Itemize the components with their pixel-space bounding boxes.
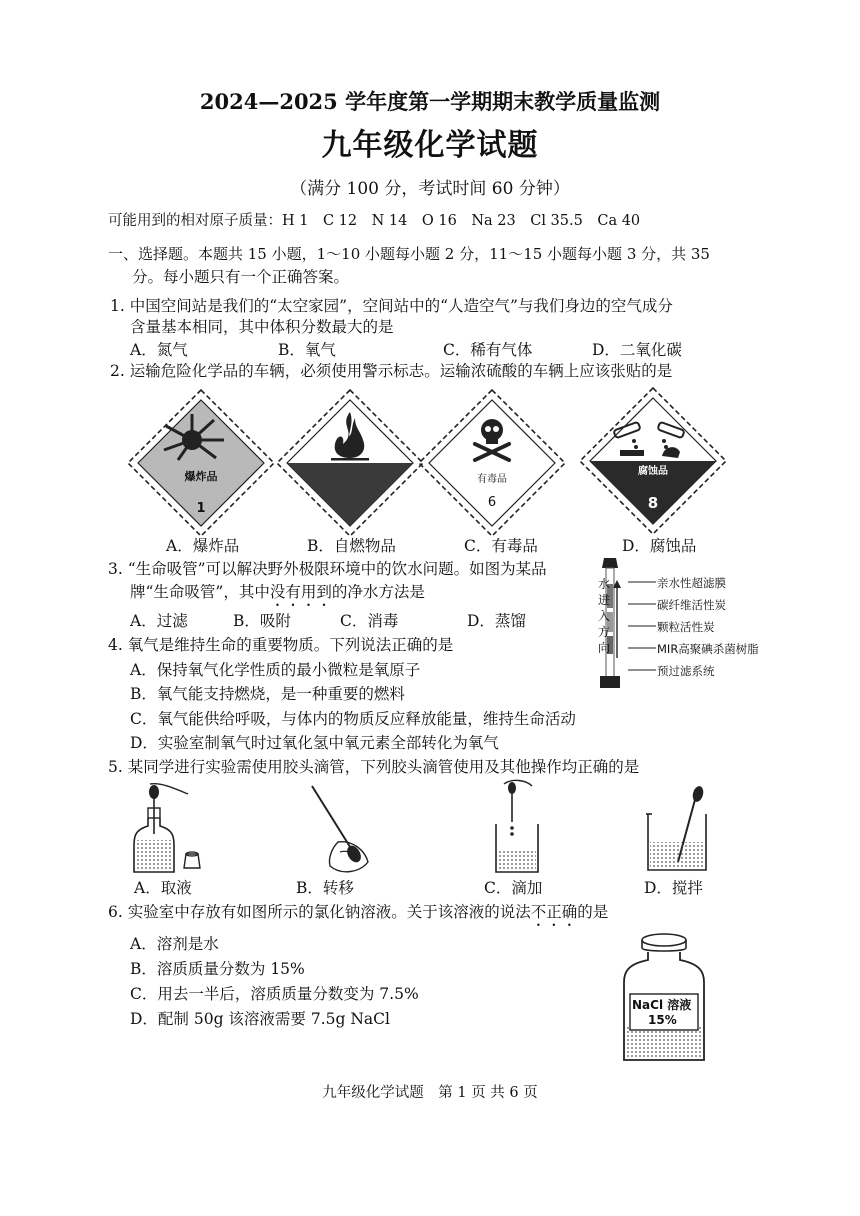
q5-caption-a: A．取液 — [134, 879, 192, 897]
bottle-label-concentration: 15% — [648, 1013, 677, 1027]
q3-option-a: A．过滤 — [130, 612, 188, 630]
q2-caption-c: C．有毒品 — [464, 537, 538, 555]
q5-caption-c: C．滴加 — [484, 879, 543, 897]
q5-caption-b: B．转移 — [296, 879, 354, 897]
flammable-sign-icon — [275, 388, 425, 538]
svg-text:腐蚀品: 腐蚀品 — [638, 466, 668, 477]
q6-stem: 6. 实验室中存放有如图所示的氯化钠溶液。关于该溶液的说法不正确的是 — [108, 903, 609, 921]
svg-text:6: 6 — [487, 495, 497, 510]
q4-stem: 4. 氧气是维持生命的重要物质。下列说法正确的是 — [108, 636, 454, 654]
q3-direction-label: 水 进 入 方 向 — [598, 577, 611, 655]
svg-text:有毒品: 有毒品 — [477, 474, 507, 485]
q4-option-b: B．氧气能支持燃烧，是一种重要的燃料 — [130, 685, 405, 703]
q1-stem-line2: 含量基本相同，其中体积分数最大的是 — [130, 318, 394, 336]
q3-layer-2: 碳纤维活性炭 — [657, 598, 726, 612]
q5-caption-d: D．搅拌 — [644, 879, 703, 897]
q1-option-b: B．氧气 — [278, 341, 336, 359]
q3-stem-line2: 牌“生命吸管”，其中没有用到的净水方法是 — [130, 583, 425, 601]
bottle-label-name: NaCl 溶液 — [632, 998, 692, 1012]
q3-layer-1: 亲水性超滤膜 — [657, 576, 726, 590]
explosive-sign-icon — [126, 388, 276, 538]
q3-option-b: B．吸附 — [233, 612, 291, 630]
page-footer: 九年级化学试题 第 1 页 共 6 页 — [322, 1085, 538, 1101]
beaker-stirring-icon — [644, 784, 724, 876]
exam-info: （满分 100 分，考试时间 60 分钟） — [290, 179, 570, 199]
q2-caption-d: D．腐蚀品 — [622, 537, 697, 555]
q3-option-d: D．蒸馏 — [467, 612, 526, 630]
q1-option-a: A．氮气 — [130, 341, 188, 359]
corrosive-sign-icon — [578, 386, 728, 536]
q3-emphasis: 没有用到 — [269, 583, 332, 601]
toxic-sign-icon — [417, 388, 567, 538]
atomic-masses: 可能用到的相对原子质量：H 1 C 12 N 14 O 16 Na 23 Cl 35.5 Ca 40 — [108, 213, 641, 229]
q5-stem: 5. 某同学进行实验需使用胶头滴管，下列胶头滴管使用及其他操作均正确的是 — [108, 758, 640, 776]
section-intro-line1: 一、选择题。本题共 15 小题，1～10 小题每小题 2 分，11～15 小题每小题 3 分，共 35 — [108, 245, 710, 263]
q1-option-d: D．二氧化碳 — [592, 341, 682, 359]
q3-stem-line1: 3. “生命吸管”可以解决野外极限环境中的饮水问题。如图为某品 — [108, 560, 547, 578]
arrow-up-icon — [612, 580, 622, 660]
q1-stem-line1: 1. 中国空间站是我们的“太空家园”，空间站中的“人造空气”与我们身边的空气成分 — [110, 297, 673, 315]
q4-option-c: C．氧气能供给呼吸，与体内的物质反应释放能量，维持生命活动 — [130, 710, 576, 728]
svg-text:1: 1 — [196, 501, 206, 516]
q2-caption-a: A．爆炸品 — [166, 537, 240, 555]
q3-layer-4: MIR高聚碘杀菌树脂 — [657, 642, 759, 656]
dropper-transfer-icon — [290, 782, 380, 878]
q4-option-a: A．保持氧气化学性质的最小微粒是氧原子 — [130, 661, 421, 679]
q6-option-b: B．溶质质量分数为 15% — [130, 960, 305, 978]
svg-text:爆炸品: 爆炸品 — [184, 470, 218, 483]
q6-option-c: C．用去一半后，溶质质量分数变为 7.5% — [130, 985, 419, 1003]
q3-layer-3: 颗粒活性炭 — [657, 620, 715, 634]
q2-stem: 2. 运输危险化学品的车辆，必须使用警示标志。运输浓硫酸的车辆上应该张贴的是 — [110, 362, 673, 380]
q3-option-c: C．消毒 — [340, 612, 399, 630]
subject-title: 九年级化学试题 — [321, 128, 539, 163]
svg-text:8: 8 — [647, 494, 659, 512]
q6-option-d: D．配制 50g 该溶液需要 7.5g NaCl — [130, 1010, 390, 1028]
q6-emphasis: 不正确 — [530, 903, 578, 921]
exam-title: 2024—2025 学年度第一学期期末教学质量监测 — [199, 89, 661, 114]
q3-layer-5: 预过滤系统 — [657, 664, 715, 678]
q1-option-c: C．稀有气体 — [443, 341, 533, 359]
beaker-dropping-icon — [490, 778, 552, 878]
q2-caption-b: B．自燃物品 — [307, 537, 396, 555]
pointer-lines-icon — [624, 572, 658, 682]
q4-option-d: D．实验室制氧气时过氧化氢中氧元素全部转化为氧气 — [130, 734, 499, 752]
q6-option-a: A．溶剂是水 — [130, 935, 219, 953]
reagent-bottle-dropper-icon — [128, 782, 208, 878]
section-intro-line2: 分。每小题只有一个正确答案。 — [132, 268, 350, 286]
